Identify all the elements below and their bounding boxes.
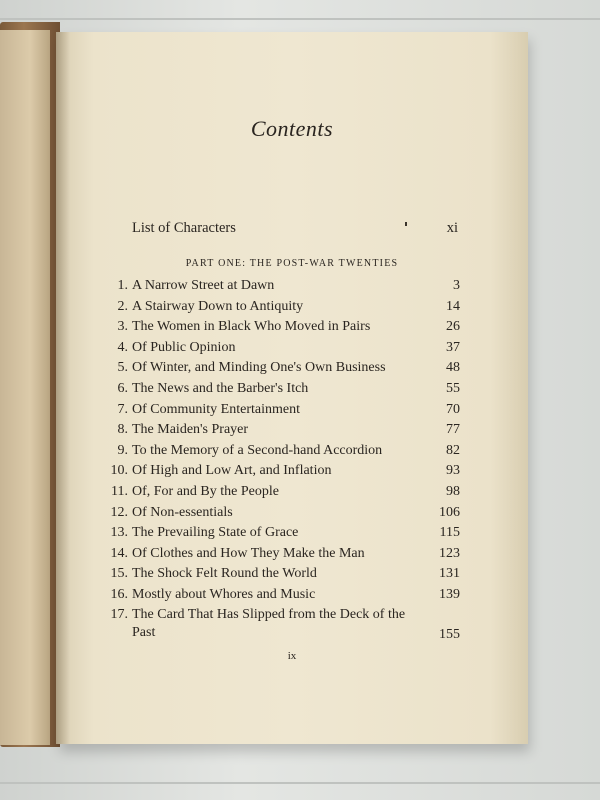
table-seam	[0, 782, 600, 784]
toc-entry-title: A Stairway Down to Antiquity	[132, 298, 304, 314]
toc-entry[interactable]	[106, 606, 460, 646]
toc-entry-title: To the Memory of a Second-hand Accordion	[132, 442, 383, 458]
toc-entry-number: 10.	[110, 463, 128, 479]
toc-entry[interactable]	[106, 564, 460, 585]
toc-entry-number: 16.	[110, 586, 128, 602]
toc-entry[interactable]	[106, 544, 460, 565]
toc-entry[interactable]	[106, 523, 460, 544]
toc-entry-title: The News and the Barber's Itch	[132, 380, 309, 396]
list-of-characters-row[interactable]	[132, 220, 458, 237]
table-of-contents	[106, 276, 460, 646]
toc-entry-page: 3	[453, 278, 460, 293]
toc-entry-page: 82	[446, 442, 460, 458]
toc-entry-number: 9.	[117, 442, 128, 458]
toc-entry-number: 11.	[111, 483, 128, 499]
toc-entry[interactable]	[106, 317, 460, 338]
list-of-characters-label: List of Characters	[132, 220, 236, 236]
toc-entry[interactable]	[106, 379, 460, 400]
toc-entry-page: 55	[446, 380, 460, 396]
part-one-heading: PART ONE: THE POST-WAR TWENTIES	[185, 258, 399, 269]
toc-entry[interactable]	[106, 276, 460, 297]
toc-entry[interactable]	[106, 441, 460, 462]
toc-entry[interactable]	[106, 400, 460, 421]
toc-entry-title: A Narrow Street at Dawn	[132, 278, 275, 293]
toc-entry-title: Of Non-essentials	[132, 504, 233, 520]
toc-entry-page: 26	[446, 319, 460, 335]
toc-entry[interactable]	[106, 358, 460, 379]
toc-entry-title: Of Public Opinion	[132, 339, 236, 355]
toc-entry[interactable]	[106, 503, 460, 524]
toc-entry-page: 77	[446, 422, 460, 438]
toc-entry-page: 115	[439, 525, 460, 541]
toc-entry-page: 139	[439, 586, 460, 602]
contents-page	[56, 32, 528, 744]
toc-entry-number: 5.	[117, 360, 128, 376]
toc-entry[interactable]	[106, 297, 460, 318]
toc-entry[interactable]	[106, 585, 460, 606]
toc-entry-page: 93	[446, 463, 460, 479]
toc-entry-number: 13.	[110, 525, 128, 541]
toc-entry[interactable]	[106, 482, 460, 503]
toc-entry-page: 155	[439, 626, 460, 642]
toc-entry-page: 131	[439, 566, 460, 582]
toc-entry-number: 12.	[110, 504, 128, 520]
toc-entry-title: Of Community Entertainment	[132, 401, 300, 417]
page-number: ix	[287, 650, 297, 662]
toc-entry-title: The Maiden's Prayer	[132, 422, 249, 438]
toc-entry-title: Of Clothes and How They Make the Man	[132, 545, 365, 561]
page-title: Contents	[250, 116, 334, 141]
toc-entry-page: 106	[439, 504, 460, 520]
toc-entry-title: The Shock Felt Round the World	[132, 566, 317, 582]
stray-mark	[405, 222, 407, 226]
toc-entry-number: 7.	[117, 401, 128, 417]
toc-entry-number: 1.	[117, 278, 128, 293]
toc-entry-number: 6.	[117, 380, 128, 396]
toc-entry-title: Mostly about Whores and Music	[132, 586, 316, 602]
toc-entry-title: The Prevailing State of Grace	[132, 525, 299, 541]
toc-entry-page: 37	[446, 339, 460, 355]
toc-entry-page: 123	[439, 545, 460, 561]
toc-entry-title: Of, For and By the People	[132, 483, 279, 499]
toc-entry-number: 14.	[110, 545, 128, 561]
left-page-edge	[0, 30, 50, 745]
toc-entry-number: 2.	[117, 298, 128, 314]
toc-entry-title: Of High and Low Art, and Inflation	[132, 463, 332, 479]
toc-entry-page: 48	[446, 360, 460, 376]
list-of-characters-page: xi	[446, 220, 458, 236]
toc-entry-number: 17.	[110, 606, 128, 622]
toc-entry-title: The Card That Has Slipped from the Deck of the Past	[132, 606, 406, 640]
toc-entry-number: 3.	[117, 319, 128, 335]
toc-entry-number: 8.	[117, 422, 128, 438]
toc-entry-page: 98	[446, 483, 460, 499]
toc-entry[interactable]	[106, 338, 460, 359]
toc-entry[interactable]	[106, 420, 460, 441]
toc-entry-number: 15.	[110, 566, 128, 582]
toc-entry-page: 70	[446, 401, 460, 417]
toc-entry-title: Of Winter, and Minding One's Own Business	[132, 360, 386, 376]
table-seam	[0, 18, 600, 20]
toc-entry-title: The Women in Black Who Moved in Pairs	[132, 319, 371, 335]
toc-entry[interactable]	[106, 461, 460, 482]
toc-entry-page: 14	[446, 298, 460, 314]
toc-entry-number: 4.	[117, 339, 128, 355]
